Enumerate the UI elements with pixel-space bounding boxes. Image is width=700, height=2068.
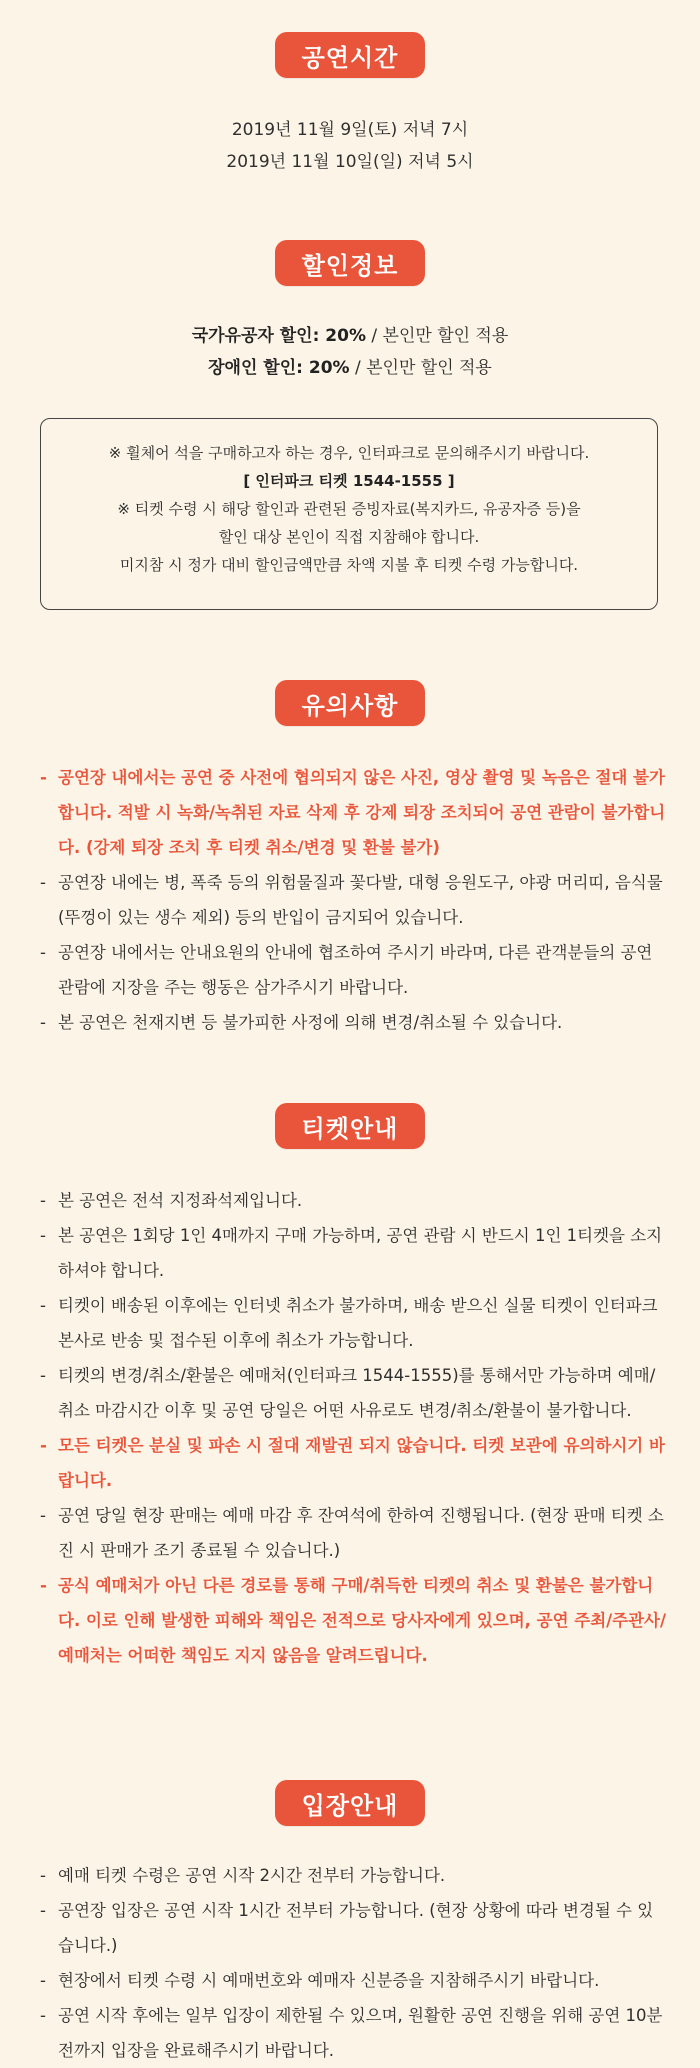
list-item-text: 본 공연은 1회당 1인 4매까지 구매 가능하며, 공연 관람 시 반드시 1인 1티켓을 소지하셔야 합니다. xyxy=(58,1226,663,1280)
list-item xyxy=(40,1358,668,1428)
list-item-text: 공연장 내에서는 공연 중 사전에 협의되지 않은 사진, 영상 촬영 및 녹음은 절대 불가합니다. 적발 시 녹화/녹취된 자료 삭제 후 강제 퇴장 조치되어 공연 관람이 불가합니다. (강제 퇴장 조치 후 티켓 취소/변경 및 환불 불가) xyxy=(58,768,666,857)
discount-label: 국가유공자 할인: 20% xyxy=(191,326,366,346)
bullet-dash: - xyxy=(40,1971,46,1990)
bullet-dash: - xyxy=(40,943,46,962)
discount-item xyxy=(0,352,700,384)
bullet-dash: - xyxy=(40,1296,46,1315)
list-item xyxy=(40,1288,668,1358)
bullet-dash: - xyxy=(40,1901,46,1920)
list-item xyxy=(40,1498,668,1568)
discount-note: / 본인만 할인 적용 xyxy=(349,358,492,378)
admission-list xyxy=(40,1858,668,2068)
bullet-dash: - xyxy=(40,1366,46,1385)
list-item xyxy=(40,865,668,935)
bullet-dash: - xyxy=(40,1436,47,1455)
performance-time-1: 2019년 11월 9일(토) 저녁 7시 xyxy=(231,120,469,140)
notice-line: ※ 티켓 수령 시 해당 할인과 관련된 증빙자료(복지카드, 유공자증 등)을 xyxy=(117,500,581,518)
list-item xyxy=(40,935,668,1005)
section-heading-admission: 입장안내 xyxy=(275,1780,425,1826)
cautions-list xyxy=(40,760,668,1040)
list-item-text: 공식 예매처가 아닌 다른 경로를 통해 구매/취득한 티켓의 취소 및 환불은 불가합니다. 이로 인해 발생한 피해와 책임은 전적으로 당사자에게 있으며, 공연 주최/주관사/예매처는 어떠한 책임도 지지 않음을 알려드립니다. xyxy=(58,1576,667,1665)
performance-times xyxy=(0,114,700,178)
list-item xyxy=(40,1218,668,1288)
list-item-text: 공연 시작 후에는 일부 입장이 제한될 수 있으며, 원활한 공연 진행을 위해 공연 10분 전까지 입장을 완료해주시기 바랍니다. xyxy=(58,2006,663,2060)
ticket-list xyxy=(40,1183,668,1673)
bullet-dash: - xyxy=(40,873,46,892)
bullet-dash: - xyxy=(40,1191,46,1210)
section-heading-cautions: 유의사항 xyxy=(275,680,425,726)
bullet-dash: - xyxy=(40,1866,46,1885)
list-item-text: 티켓의 변경/취소/환불은 예매처(인터파크 1544-1555)를 통해서만 가능하며 예매/취소 마감시간 이후 및 공연 당일은 어떤 사유로도 변경/취소/환불이 불가합니다. xyxy=(58,1366,656,1420)
discount-note: / 본인만 할인 적용 xyxy=(365,326,509,346)
list-item-text: 본 공연은 전석 지정좌석제입니다. xyxy=(58,1191,303,1210)
list-item xyxy=(40,1998,668,2068)
list-item xyxy=(40,1005,668,1040)
bullet-dash: - xyxy=(40,1506,46,1525)
list-item-text: 티켓이 배송된 이후에는 인터넷 취소가 불가하며, 배송 받으신 실물 티켓이 인터파크 본사로 반송 및 접수된 이후에 취소가 가능합니다. xyxy=(58,1296,658,1350)
list-item-text: 본 공연은 천재지변 등 불가피한 사정에 의해 변경/취소될 수 있습니다. xyxy=(58,1013,563,1032)
list-item-text: 공연 당일 현장 판매는 예매 마감 후 잔여석에 한하여 진행됩니다. (현장 판매 티켓 소진 시 판매가 조기 종료될 수 있습니다.) xyxy=(58,1506,664,1560)
list-item-text: 예매 티켓 수령은 공연 시작 2시간 전부터 가능합니다. xyxy=(58,1866,446,1885)
discount-label: 장애인 할인: 20% xyxy=(208,358,350,378)
list-item xyxy=(40,760,668,865)
list-item xyxy=(40,1183,668,1218)
bullet-dash: - xyxy=(40,768,47,787)
bullet-dash: - xyxy=(40,2006,46,2025)
list-item-text: 공연장 내에는 병, 폭죽 등의 위험물질과 꽃다발, 대형 응원도구, 야광 머리띠, 음식물(뚜껑이 있는 생수 제외) 등의 반입이 금지되어 있습니다. xyxy=(58,873,663,927)
performance-time-2: 2019년 11월 10일(일) 저녁 5시 xyxy=(226,152,474,172)
notice-line: ※ 휠체어 석을 구매하고자 하는 경우, 인터파크로 문의해주시기 바랍니다. xyxy=(108,444,590,462)
list-item xyxy=(40,1428,668,1498)
bullet-dash: - xyxy=(40,1013,46,1032)
list-item xyxy=(40,1963,668,1998)
notice-line: 할인 대상 본인이 직접 지참해야 합니다. xyxy=(218,528,480,546)
notice-line: 미지참 시 정가 대비 할인금액만큼 차액 지불 후 티켓 수령 가능합니다. xyxy=(119,556,579,574)
discount-notice-box xyxy=(40,418,658,610)
discount-item xyxy=(0,320,700,352)
list-item-text: 공연장 내에서는 안내요원의 안내에 협조하여 주시기 바라며, 다른 관객분들의 공연 관람에 지장을 주는 행동은 삼가주시기 바랍니다. xyxy=(58,943,653,997)
list-item xyxy=(40,1858,668,1893)
list-item xyxy=(40,1893,668,1963)
notice-line: [ 인터파크 티켓 1544-1555 ] xyxy=(243,472,455,490)
section-heading-ticket: 티켓안내 xyxy=(275,1103,425,1149)
bullet-dash: - xyxy=(40,1576,47,1595)
section-heading-discount: 할인정보 xyxy=(275,240,425,286)
section-heading-performance-time: 공연시간 xyxy=(275,32,425,78)
discount-list xyxy=(0,320,700,384)
list-item-text: 공연장 입장은 공연 시작 1시간 전부터 가능합니다. (현장 상황에 따라 변경될 수 있습니다.) xyxy=(58,1901,654,1955)
list-item-text: 모든 티켓은 분실 및 파손 시 절대 재발권 되지 않습니다. 티켓 보관에 유의하시기 바랍니다. xyxy=(58,1436,665,1490)
list-item-text: 현장에서 티켓 수령 시 예매번호와 예매자 신분증을 지참해주시기 바랍니다. xyxy=(58,1971,600,1990)
bullet-dash: - xyxy=(40,1226,46,1245)
list-item xyxy=(40,1568,668,1673)
